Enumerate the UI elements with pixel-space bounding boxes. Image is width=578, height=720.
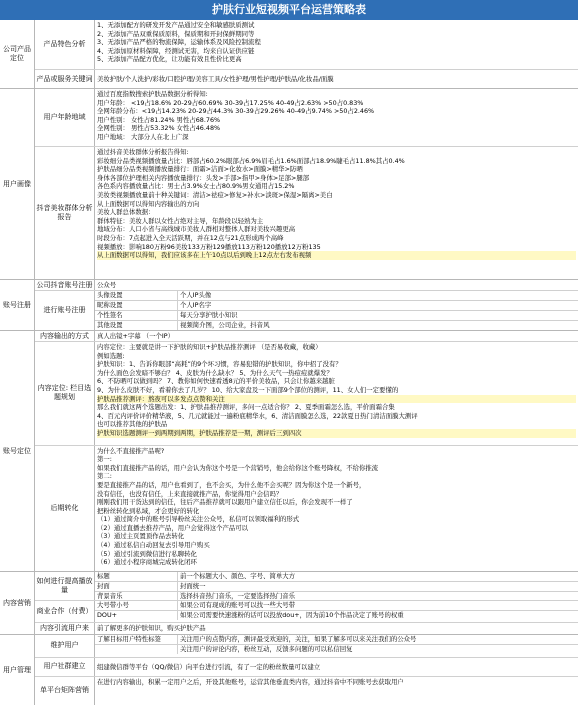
row-label: 后期转化 <box>35 446 95 571</box>
row-content: 公众号 <box>97 281 117 289</box>
row-content: 内容定位：主要就是讲一下护肤的知识+护肤品推荐测评 （是否易收藏，收藏） 例如选题: 护肤知识：1、告诉你眼部“高耗”的9个坏习惯，容易犯错的护肤知识，你中招了没有？ 为什么面色会发暗不够白？ 4、皮肤为什么缺水？ 5、为什么天气一热痘痘就爆发？ 6、不防晒可以做到吗？ 7、教你如何快速看透8元的平价美妆品，只会让你越来越脏 9、为什么皮肤不好，看着你去了几岁？ 10、给大家盘及一下面部9个部位的测评，11、女人们一定要懂的 护肤品推荐测评：熬夜可以多发点点赞和关注 那么我们就这两个选题出发：1、护肤品推荐测评，多问一点适合你？ 2、夏季面霜怎么选，平价面霜合集 4、百元内评价评价精华液，5、几元就能过一遍粉底精华水，6、清洁面膜怎么选，22款夏日热门清洁面膜大测评 也可以推荐其他的护肤品 护肤知识选题测评一到两期到两期，护肤品推荐是一期，测评后三到四次 <box>95 342 578 445</box>
row-content: 在进行内容输出，积累一定用户之后，开设其他账号，运营其他垂直类内容，通过抖音中不同账号去获取用户 <box>97 677 404 686</box>
section-account-register <box>0 280 578 331</box>
row-label: 单平台矩阵营销 <box>35 677 95 705</box>
setting-row: 了解目标用户特性标签 关注用户的点赞内容，测评最受欢迎的，关注，如果了解多可以来关注我们的公众号 <box>95 635 578 645</box>
row-label: 内容引流用户来 <box>35 623 95 634</box>
setting-row: 大号带小号 如果公司有现成的账号可以找一些大号带 <box>95 601 578 611</box>
row-label: 商业合作（付费） <box>35 601 95 622</box>
section-label: 用户管理 <box>0 635 35 705</box>
row-content: 为什么不直接推产品呢? 第一: 如果我们直接推产品的话，用户会认为你这个号是一个营销号，他会给你这个账号降权，不给你推流 第二: 要是直接推产品的话，用户也看到了，也不会买，为什么他不会买呢？因为你这个是一个新号， 没有信任，也没有信任，上来直接就推产品，你觉得用户会信吗？ 刚刚我们用干货达到的信任，往后产品推荐就可以跟用户建立信任以后，你会发现不一样了 把粉丝转化到私域，才会更好的转化 （1）通过简介中的账号引导粉丝关注公众号，私信可以领取福利的形式 （2）通过直播去推荐产品，用户会觉得这个产品可以 （3）通过主页置顶作品去转化 （4）通过私信自动回复去引导用户购买 （5）通过引流到微信进行私聊转化 （6）通过小程序商城完成转化闭环 <box>97 446 379 567</box>
row-label: 进行账号注册 <box>35 291 95 330</box>
row-label: 用户社群建立 <box>35 658 95 676</box>
setting-row: 其他设置 视频简介图，公司企业，抖音风 <box>97 321 270 329</box>
section-content-marketing <box>0 572 578 635</box>
section-label: 账号注册 <box>0 280 35 330</box>
row-label: 公司抖音账号注册 <box>35 280 95 290</box>
row-content: 前了解更多的护肤知识，购买护肤产品 <box>97 624 206 632</box>
row-content: 美妆护肤/个人洗护/彩妆/口腔护理/美容工具/女性护理/男性护理/护肤品/化妆品/面膜 <box>97 75 334 83</box>
row-content: 真人出镜+字幕 （一个IP） <box>97 332 175 340</box>
setting-row: 封面 封面统一 <box>95 582 578 592</box>
setting-row: DOU+ 如果公司需要快速涨粉的话可以投放dou+，因为前10个作品决定了账号的权重 <box>97 611 404 619</box>
section-user-management <box>0 635 578 705</box>
section-user-profile <box>0 89 578 280</box>
sheet-title: 护肤行业短视频平台运营策略表 <box>0 0 578 20</box>
row-content: 通过百度指数搜索护肤品数据分析得知: 用户年龄： <19占18.6% 20-29占60.69% 30-39占17.25% 40-49占2.63% >50占0.83% 全网年龄分布：<19占14.23% 20-29占44.3% 30-39占29.26% 40-49占9.74% >50占2.46% 用户性别： 女性占81.24% 男性占68.76% 全网性别： 男性占53.32% 女性占46.48% 用户地域： 大部分人在北上广深 <box>97 90 375 141</box>
setting-row: 标题 前一个标题大小、颜色、字号、简单大方 <box>95 572 578 582</box>
row-label: 产品或服务关键词 <box>35 70 95 88</box>
setting-row: 背景音乐 选择抖音热门音乐，一定要选择热门音乐 <box>97 592 296 600</box>
row-content: 组建微信群等平台（QQ/微信）向平台进行引流，有了一定的粉丝数量可以建立 <box>97 662 321 671</box>
row-label: 抖音美妆群体分析报告 <box>35 147 95 279</box>
section-label: 账号定位 <box>0 331 35 571</box>
section-company-product <box>0 20 578 89</box>
setting-row: 头像设置 个人IP头像 <box>95 291 578 301</box>
strategy-table <box>0 20 578 705</box>
row-label: 产品特色分析 <box>35 20 95 69</box>
row-label: 内容输出的方式 <box>35 331 95 341</box>
row-label: 维护用户 <box>35 635 95 657</box>
setting-row: 昵称设置 个人IP名字 <box>95 301 578 311</box>
row-label: 内容定位: 栏目选题规划 <box>35 342 95 445</box>
row-content: 通过抖音美妆群体分析报告得知: 彩妆细分品类视频播放量占比：唇部占60.2%眼部占6.9%眉毛占1.6%面部占18.9%睫毛占11.8%其占0.4% 护肤品细分品类视频播放量排行：面霜>洁面>化妆水>面膜>精华>防晒 身体各部位护理相关内容播放量排行：头发>手部>指甲>身体>足部>腿部 各色系内容播放量占比：男士占3.9%女士占80.9%男女通用占15.2% 美妆类视频播放量前十种关键词：清洁>祛痘>修复>补水>淡斑>保湿>隔离>美白 从上面数据可以得知内容输出的方向 美妆人群总体数据： 群体特征：美妆人群以女性占绝对主导，年龄段以轻熟为主 地域分布：人口小省与高线城市美妆人群相对整体人群对美妆兴趣更高 时段分布：7点起进入全天活跃期，并在12点与21点形成两个高峰 视频播放：影响180万粉96美妆133万粉129播放113万粉120播放12万粉135 从上面数据可以得知，我们应该多在上午10点以后到晚上12点左右发布视频 <box>95 147 578 279</box>
section-label: 内容营销 <box>0 572 35 634</box>
section-label: 公司产品定位 <box>0 20 35 88</box>
row-label: 用户年龄地域 <box>35 89 95 146</box>
row-label: 如何进行提高播放量 <box>35 572 95 600</box>
setting-row: 关注用户的评论内容，粉丝互动，反馈多问题的可以私信回复 <box>95 645 578 654</box>
section-account-positioning <box>0 331 578 572</box>
setting-row: 个性签名 每天分享护肤小知识 <box>95 311 578 321</box>
row-content: 1、无添加配方的研发开发产品通过安全和敏感肤质测试 2、无添加产品双重保质原料，保质期和开封保鲜期同等 3、无添加产品严格的物流保障，运输体系及风险控制流程 4、无添加原材料保障，经测试无害，均来自认证供应链 5、无添加产品配方优化，让功能有效且性价比更高 <box>97 21 261 64</box>
section-label: 用户画像 <box>0 89 35 279</box>
